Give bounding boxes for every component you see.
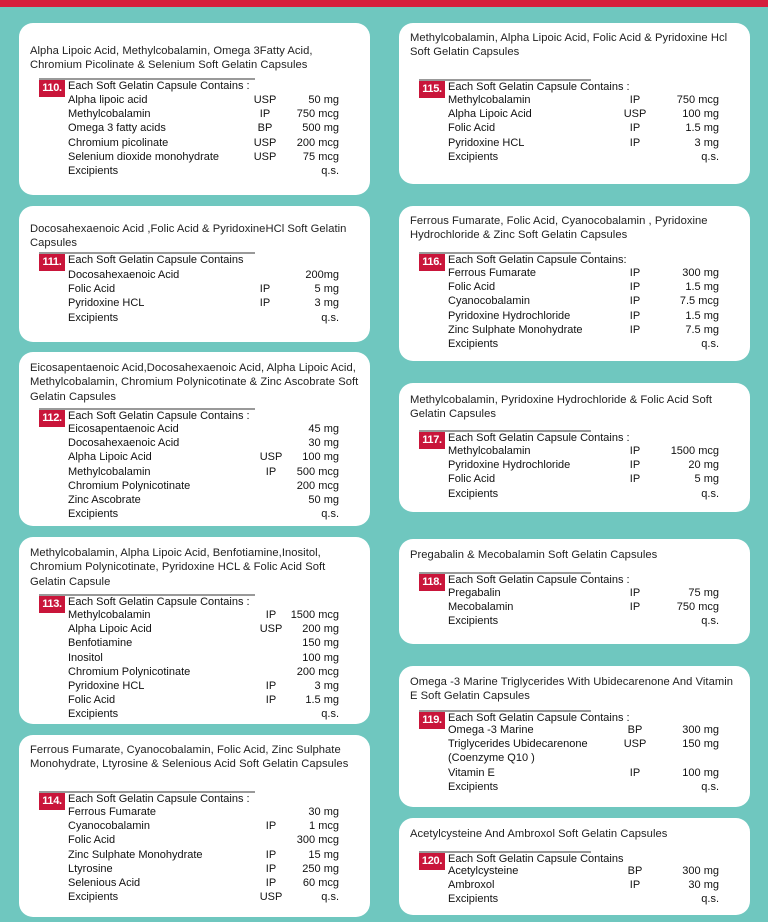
product-title: Omega -3 Marine Triglycerides With Ubidecarenone And Vitamin E Soft Gelatin Capsules [410, 676, 734, 703]
ingredient-row [448, 309, 719, 323]
pharmacopoeia-standard: BP [627, 724, 643, 736]
ingredient-name: Cyanocobalamin [448, 295, 530, 308]
contains-heading: Each Soft Gelatin Capsule Contains : [448, 574, 630, 586]
ingredient-dose: 200 mcg [296, 665, 339, 678]
ingredient-row [448, 766, 719, 780]
pharmacopoeia-standard: USP [259, 623, 283, 636]
ingredient-dose: 5 mg [694, 473, 719, 486]
ingredient-dose: 5 mg [314, 283, 339, 296]
ingredient-name: Ferrous Fumarate [68, 806, 157, 818]
ingredient-row [448, 864, 719, 878]
ingredient-row [448, 337, 719, 351]
ingredient-name: Excipients [448, 150, 499, 163]
product-number-badge: 120. [419, 853, 445, 870]
ingredient-row [68, 282, 339, 296]
product-number-badge: 113. [39, 596, 65, 613]
ingredient-row [68, 296, 339, 310]
contains-heading: Each Soft Gelatin Capsule Contains : [448, 712, 630, 724]
ingredient-row [448, 323, 719, 337]
ingredient-name: Pyridoxine Hydrochloride [448, 309, 571, 322]
ingredient-name: Folic Acid [68, 834, 116, 847]
ingredient-dose: 300 mg [682, 724, 719, 736]
ingredient-dose: q.s. [321, 891, 339, 904]
ingredient-name: Docosahexaenoic Acid [68, 437, 180, 450]
ingredient-dose: 1500 mcg [290, 609, 339, 621]
ingredient-row [448, 121, 719, 135]
ingredient-dose: q.s. [321, 311, 339, 324]
ingredient-dose: 200 mcg [296, 136, 339, 149]
ingredient-name: Selenium dioxide monohydrate [68, 150, 220, 163]
ingredient-name: Excipients [448, 615, 499, 628]
ingredient-dose: 300 mg [682, 865, 719, 877]
ingredient-dose: 250 mg [302, 862, 339, 875]
ingredient-row [68, 150, 339, 164]
ingredient-row [68, 819, 339, 833]
ingredient-name: Methylcobalamin [68, 609, 151, 621]
ingredient-name: Excipients [68, 891, 119, 904]
pharmacopoeia-standard: IP [265, 820, 277, 833]
ingredient-name: Eicosapentaenoic Acid [68, 423, 179, 435]
ingredient-name: Methylcobalamin [448, 94, 531, 106]
ingredient-name: Ferrous Fumarate [448, 267, 537, 279]
ingredient-name: Acetylcysteine [448, 865, 519, 877]
ingredient-row [68, 608, 339, 622]
ingredient-dose: 150 mg [682, 738, 719, 751]
ingredient-name: Chromium picolinate [68, 136, 169, 149]
pharmacopoeia-standard: USP [253, 94, 277, 106]
ingredient-row [448, 737, 719, 751]
contains-heading: Each Soft Gelatin Capsule Contains [448, 853, 624, 865]
ingredient-name: Ambroxol [448, 879, 495, 892]
pharmacopoeia-standard: IP [629, 766, 641, 779]
contains-heading: Each Soft Gelatin Capsule Contains : [68, 410, 250, 422]
product-title: Methylcobalamin, Alpha Lipoic Acid, Folic Acid & Pyridoxine Hcl Soft Gelatin Capsules [410, 32, 728, 59]
ingredient-row [448, 487, 719, 501]
ingredient-row [68, 665, 339, 679]
product-title: Ferrous Fumarate, Folic Acid, Cyanocobalamin , Pyridoxine Hydrochloride & Zinc Soft Gelatin Capsules [410, 215, 708, 242]
ingredient-name: Methylcobalamin [68, 465, 151, 478]
pharmacopoeia-standard: USP [259, 891, 283, 904]
ingredient-dose: 300 mcg [296, 834, 339, 847]
ingredient-row [68, 493, 339, 507]
product-card [19, 206, 370, 342]
ingredient-dose: 45 mg [308, 423, 339, 435]
contains-heading: Each Soft Gelatin Capsule Contains : [68, 596, 250, 608]
product-title: Methylcobalamin, Alpha Lipoic Acid, Benfotiamine,Inositol, Chromium Polynicotinate, Pyridoxine HCL & Folic Acid Soft Gelatin Capsule [30, 547, 326, 588]
ingredient-dose: 30 mg [308, 437, 339, 450]
pharmacopoeia-standard: IP [629, 473, 641, 486]
ingredient-dose: q.s. [321, 708, 339, 721]
ingredient-name: Excipients [68, 311, 119, 324]
ingredient-dose: 750 mcg [296, 108, 339, 121]
ingredient-row [68, 121, 339, 135]
ingredient-row [68, 107, 339, 121]
ingredient-dose: 60 mcg [302, 877, 339, 889]
ingredient-name: Omega -3 Marine [448, 724, 534, 736]
ingredient-dose: 100 mg [682, 108, 719, 121]
ingredient-row [68, 862, 339, 876]
ingredient-dose: 200 mcg [296, 479, 339, 492]
product-card [19, 352, 370, 526]
ingredient-row [68, 311, 339, 325]
ingredient-name: Folic Acid [68, 694, 116, 707]
ingredient-row [448, 892, 719, 906]
ingredient-name: Methylcobalamin [68, 108, 151, 121]
ingredient-row [68, 876, 339, 890]
ingredient-name: Folic Acid [448, 473, 496, 486]
pharmacopoeia-standard: IP [629, 879, 641, 892]
ingredient-dose: 200mg [305, 269, 339, 281]
product-title: Ferrous Fumarate, Cyanocobalamin, Folic Acid, Zinc Sulphate Monohydrate, Ltyrosine & Selenious Acid Soft Gelatin Capsules [30, 744, 349, 771]
product-card [399, 23, 750, 184]
pharmacopoeia-standard: IP [629, 281, 641, 294]
pharmacopoeia-standard: IP [629, 601, 641, 614]
ingredient-name: Pyridoxine HCL [68, 297, 145, 310]
ingredient-dose: 3 mg [314, 680, 339, 692]
product-number-badge: 110. [39, 80, 65, 97]
pharmacopoeia-standard: IP [629, 587, 641, 599]
ingredient-dose: 200 mg [302, 623, 339, 636]
ingredient-name: Mecobalamin [448, 601, 514, 614]
ingredient-name: Folic Acid [448, 122, 496, 135]
ingredient-row [448, 266, 719, 280]
pharmacopoeia-standard: USP [253, 150, 277, 163]
pharmacopoeia-standard: IP [259, 283, 271, 296]
ingredient-name: Pyridoxine HCL [448, 136, 525, 149]
ingredient-name: Omega 3 fatty acids [68, 122, 166, 135]
ingredient-name: Methylcobalamin [448, 445, 531, 457]
ingredient-name: Pregabalin [448, 587, 501, 599]
ingredient-dose: 750 mcg [676, 94, 719, 106]
product-title: Eicosapentaenoic Acid,Docosahexaenoic Acid, Alpha Lipoic Acid, Methylcobalamin, Chromium Polynicotinate & Zinc Ascobrate Soft Gelatin Capsules [30, 362, 359, 403]
ingredient-row [68, 848, 339, 862]
ingredient-name: Docosahexaenoic Acid [68, 269, 180, 281]
ingredient-row [448, 294, 719, 308]
product-number-badge: 117. [419, 432, 445, 449]
pharmacopoeia-standard: IP [265, 694, 277, 707]
ingredient-row [68, 479, 339, 493]
ingredient-row [68, 805, 339, 819]
product-card [399, 206, 750, 361]
ingredient-dose: 150 mg [302, 637, 339, 650]
ingredient-dose: q.s. [701, 150, 719, 163]
ingredient-row [448, 93, 719, 107]
pharmacopoeia-standard: IP [629, 309, 641, 322]
ingredient-row [448, 614, 719, 628]
ingredient-row [68, 136, 339, 150]
ingredient-name: Cyanocobalamin [68, 820, 150, 833]
ingredient-dose: q.s. [701, 893, 719, 906]
ingredient-dose: 100 mg [302, 651, 339, 664]
product-number-badge: 119. [419, 712, 445, 729]
ingredient-dose: 750 mcg [676, 601, 719, 614]
ingredient-row [448, 600, 719, 614]
ingredient-row [448, 878, 719, 892]
product-card [19, 537, 370, 724]
ingredient-dose: q.s. [701, 615, 719, 628]
pharmacopoeia-standard: IP [265, 877, 277, 889]
ingredient-row [448, 107, 719, 121]
pharmacopoeia-standard: IP [265, 862, 277, 875]
product-number-badge: 114. [39, 793, 65, 810]
ingredient-name: Zinc Sulphate Monohydrate [68, 848, 203, 861]
ingredient-name: Chromium Polynicotinate [68, 665, 191, 678]
ingredient-row [68, 636, 339, 650]
product-card [399, 383, 750, 512]
pharmacopoeia-standard: IP [629, 295, 641, 308]
pharmacopoeia-standard: BP [627, 865, 643, 877]
ingredient-name: Pyridoxine HCL [68, 680, 145, 692]
ingredient-dose: 500 mg [302, 122, 339, 135]
ingredient-dose: 15 mg [308, 848, 339, 861]
ingredient-row [68, 507, 339, 521]
ingredient-name: Chromium Polynicotinate [68, 479, 191, 492]
ingredient-dose: 100 mg [302, 451, 339, 464]
ingredient-name: Folic Acid [68, 283, 116, 296]
ingredient-row [68, 93, 339, 107]
ingredient-row [448, 586, 719, 600]
contains-heading: Each Soft Gelatin Capsule Contains : [68, 793, 250, 805]
pharmacopoeia-standard: USP [253, 136, 277, 149]
ingredient-dose: 300 mg [682, 267, 719, 279]
ingredient-name: Excipients [448, 338, 499, 350]
product-number-badge: 112. [39, 410, 65, 427]
contains-heading: Each Soft Gelatin Capsule Contains: [448, 254, 627, 266]
ingredient-dose: 1.5 mg [685, 309, 719, 322]
ingredient-name: Alpha Lipoic Acid [68, 451, 152, 464]
ingredient-row [68, 833, 339, 847]
ingredient-dose: 3 mg [694, 136, 719, 149]
pharmacopoeia-standard: IP [259, 297, 271, 310]
ingredient-name: Zinc Ascobrate [68, 494, 141, 506]
ingredient-dose: 7.5 mg [685, 323, 719, 336]
pharmacopoeia-standard: USP [623, 738, 647, 751]
ingredient-name: Benfotiamine [68, 637, 133, 650]
ingredient-name: Triglycerides Ubidecarenone [448, 738, 588, 751]
ingredient-dose: 30 mg [308, 806, 339, 818]
ingredient-name: Excipients [68, 165, 119, 177]
ingredient-dose: q.s. [701, 780, 719, 793]
ingredient-dose: 75 mcg [302, 150, 339, 163]
ingredient-dose: 1.5 mg [685, 281, 719, 294]
product-card [399, 666, 750, 807]
pharmacopoeia-standard: IP [629, 94, 641, 106]
product-number-badge: 116. [419, 254, 445, 271]
ingredient-name: Excipients [68, 508, 119, 521]
ingredient-dose: 1 mcg [309, 820, 339, 833]
ingredient-name: (Coenzyme Q10 ) [448, 752, 535, 765]
ingredient-dose: q.s. [321, 165, 339, 177]
ingredient-row [68, 268, 339, 282]
ingredient-name: Alpha Lipoic Acid [68, 623, 152, 636]
ingredient-row [68, 707, 339, 721]
pharmacopoeia-standard: IP [629, 136, 641, 149]
ingredient-row [448, 280, 719, 294]
ingredient-dose: 75 mg [688, 587, 719, 599]
ingredient-dose: 20 mg [688, 459, 719, 472]
ingredient-row [448, 150, 719, 164]
ingredient-name: Inositol [68, 651, 103, 664]
ingredient-name: Folic Acid [448, 281, 496, 294]
pharmacopoeia-standard: USP [623, 108, 647, 121]
ingredient-row [68, 693, 339, 707]
pharmacopoeia-standard: IP [629, 445, 641, 457]
product-title: Pregabalin & Mecobalamin Soft Gelatin Capsules [410, 549, 658, 561]
ingredient-name: Selenious Acid [68, 877, 141, 889]
product-card [19, 23, 370, 195]
contains-heading: Each Soft Gelatin Capsule Contains : [68, 80, 250, 92]
ingredient-dose: q.s. [701, 338, 719, 350]
ingredient-row [68, 651, 339, 665]
product-number-badge: 118. [419, 574, 445, 591]
ingredient-row [448, 444, 719, 458]
ingredient-name: Alpha lipoic acid [68, 94, 148, 106]
ingredient-row [68, 622, 339, 636]
ingredient-name: Ltyrosine [68, 862, 113, 875]
ingredient-dose: 30 mg [688, 879, 719, 892]
ingredient-dose: 50 mg [308, 94, 339, 106]
pharmacopoeia-standard: IP [265, 609, 277, 621]
pharmacopoeia-standard: IP [259, 108, 271, 121]
pharmacopoeia-standard: USP [259, 451, 283, 464]
product-number-badge: 115. [419, 81, 445, 98]
ingredient-dose: 1.5 mg [305, 694, 339, 707]
product-title: Methylcobalamin, Pyridoxine Hydrochloride & Folic Acid Soft Gelatin Capsules [410, 394, 713, 421]
pharmacopoeia-standard: IP [629, 459, 641, 472]
ingredient-dose: q.s. [321, 508, 339, 521]
ingredient-row [68, 164, 339, 178]
product-title: Acetylcysteine And Ambroxol Soft Gelatin Capsules [410, 828, 668, 840]
pharmacopoeia-standard: IP [629, 323, 641, 336]
product-title: Docosahexaenoic Acid ,Folic Acid & PyridoxineHCl Soft Gelatin Capsules [30, 223, 347, 250]
ingredient-name: Excipients [448, 487, 499, 500]
ingredient-name: Pyridoxine Hydrochloride [448, 459, 571, 472]
ingredient-row [68, 422, 339, 436]
ingredient-row [448, 472, 719, 486]
ingredient-dose: 100 mg [682, 766, 719, 779]
top-accent-bar [0, 0, 768, 7]
pharmacopoeia-standard: IP [265, 680, 277, 692]
product-card [19, 735, 370, 917]
ingredient-name: Excipients [68, 708, 119, 721]
ingredient-dose: q.s. [701, 487, 719, 500]
ingredient-dose: 1.5 mg [685, 122, 719, 135]
contains-heading: Each Soft Gelatin Capsule Contains : [448, 432, 630, 444]
ingredient-dose: 500 mcg [296, 465, 339, 478]
contains-heading: Each Soft Gelatin Capsule Contains [68, 254, 244, 266]
ingredient-dose: 3 mg [314, 297, 339, 310]
contains-heading: Each Soft Gelatin Capsule Contains : [448, 81, 630, 93]
ingredient-name: Alpha Lipoic Acid [448, 108, 532, 121]
product-card [399, 818, 750, 915]
pharmacopoeia-standard: BP [257, 122, 273, 135]
ingredient-dose: 1500 mcg [670, 445, 719, 457]
ingredient-name: Zinc Sulphate Monohydrate [448, 323, 583, 336]
ingredient-row [448, 723, 719, 737]
ingredient-row [68, 679, 339, 693]
ingredient-name: Vitamin E [448, 766, 495, 779]
pharmacopoeia-standard: IP [629, 122, 641, 135]
ingredient-row [68, 450, 339, 464]
product-title: Alpha Lipoic Acid, Methylcobalamin, Omega 3Fatty Acid, Chromium Picolinate & Selenium Soft Gelatin Capsules [30, 45, 313, 72]
pharmacopoeia-standard: IP [265, 465, 277, 478]
ingredient-dose: 50 mg [308, 494, 339, 506]
ingredient-row [68, 465, 339, 479]
ingredient-name: Excipients [448, 893, 499, 906]
product-card [399, 539, 750, 644]
ingredient-row [68, 890, 339, 904]
ingredient-name: Excipients [448, 780, 499, 793]
ingredient-dose: 7.5 mcg [679, 295, 719, 308]
ingredient-row [448, 136, 719, 150]
ingredient-row [448, 780, 719, 794]
pharmacopoeia-standard: IP [629, 267, 641, 279]
pharmacopoeia-standard: IP [265, 848, 277, 861]
ingredient-row [448, 458, 719, 472]
product-number-badge: 111. [39, 254, 65, 271]
ingredient-row [68, 436, 339, 450]
ingredient-row [448, 751, 719, 765]
